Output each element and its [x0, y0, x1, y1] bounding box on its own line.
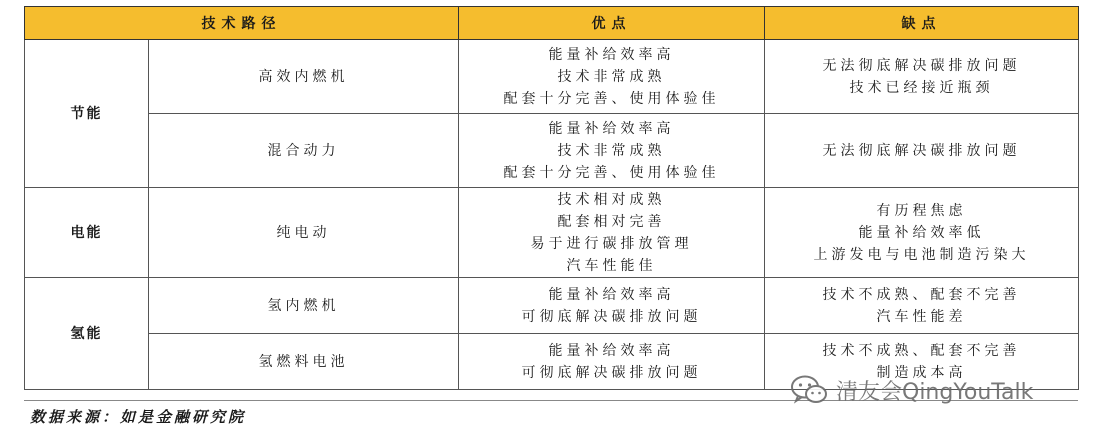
- pros-cell: [459, 114, 765, 188]
- pros-line: 技术相对成熟: [557, 191, 666, 208]
- tech-cell: 氢内燃机: [149, 278, 459, 334]
- table-header-row: [25, 7, 1079, 40]
- category-energy-saving: 节能: [25, 40, 149, 188]
- tech-cell: 纯电动: [149, 188, 459, 278]
- pros-line: 技术非常成熟: [557, 68, 666, 85]
- cons-line: 制造成本高: [876, 364, 967, 381]
- pros-line: 配套相对完善: [557, 213, 666, 230]
- pros-line: 能量补给效率高: [548, 342, 675, 359]
- pros-line: 配套十分完善、使用体验佳: [503, 164, 720, 181]
- category-hydrogen: 氢能: [25, 278, 149, 390]
- header-tech-path: 技术路径: [25, 7, 459, 40]
- cons-cell: [765, 188, 1079, 278]
- cons-line: 无法彻底解决碳排放问题: [822, 142, 1021, 159]
- pros-line: 可彻底解决碳排放问题: [521, 364, 702, 381]
- cons-line: 无法彻底解决碳排放问题: [822, 57, 1021, 74]
- table-row: [25, 114, 1079, 188]
- pros-line: 能量补给效率高: [548, 120, 675, 137]
- pros-line: 可彻底解决碳排放问题: [521, 308, 702, 325]
- tech-cell: 混合动力: [149, 114, 459, 188]
- pros-line: 能量补给效率高: [548, 46, 675, 63]
- pros-cell: [459, 334, 765, 390]
- cons-line: 能量补给效率低: [858, 224, 985, 241]
- wechat-icon: [790, 374, 828, 406]
- pros-cell: [459, 40, 765, 114]
- header-cons: 缺点: [765, 7, 1079, 40]
- table-row: [25, 188, 1079, 278]
- category-electric: 电能: [25, 188, 149, 278]
- pros-line: 技术非常成熟: [557, 142, 666, 159]
- cons-line: 技术不成熟、配套不完善: [822, 342, 1021, 359]
- cons-line: 有历程焦虑: [876, 202, 967, 219]
- cons-line: 上游发电与电池制造污染大: [813, 246, 1030, 263]
- watermark-text: 清友会QingYouTalk: [836, 379, 1034, 405]
- table-row: [25, 40, 1079, 114]
- pros-cell: [459, 278, 765, 334]
- cons-cell: [765, 40, 1079, 114]
- cons-line: 技术不成熟、配套不完善: [822, 286, 1021, 303]
- header-pros: 优点: [459, 7, 765, 40]
- table-row: [25, 278, 1079, 334]
- pros-line: 配套十分完善、使用体验佳: [503, 90, 720, 107]
- cons-cell: [765, 114, 1079, 188]
- source-note: 数据来源：如是金融研究院: [30, 408, 247, 426]
- comparison-table: [24, 6, 1079, 390]
- cons-line: 汽车性能差: [876, 308, 967, 325]
- watermark: [790, 374, 1033, 406]
- pros-line: 易于进行碳排放管理: [530, 235, 693, 252]
- cons-cell: [765, 278, 1079, 334]
- cons-line: 技术已经接近瓶颈: [849, 79, 994, 96]
- comparison-table-container: [24, 6, 1078, 390]
- pros-cell: [459, 188, 765, 278]
- tech-cell: 氢燃料电池: [149, 334, 459, 390]
- pros-line: 汽车性能佳: [566, 257, 657, 274]
- tech-cell: 高效内燃机: [149, 40, 459, 114]
- pros-line: 能量补给效率高: [548, 286, 675, 303]
